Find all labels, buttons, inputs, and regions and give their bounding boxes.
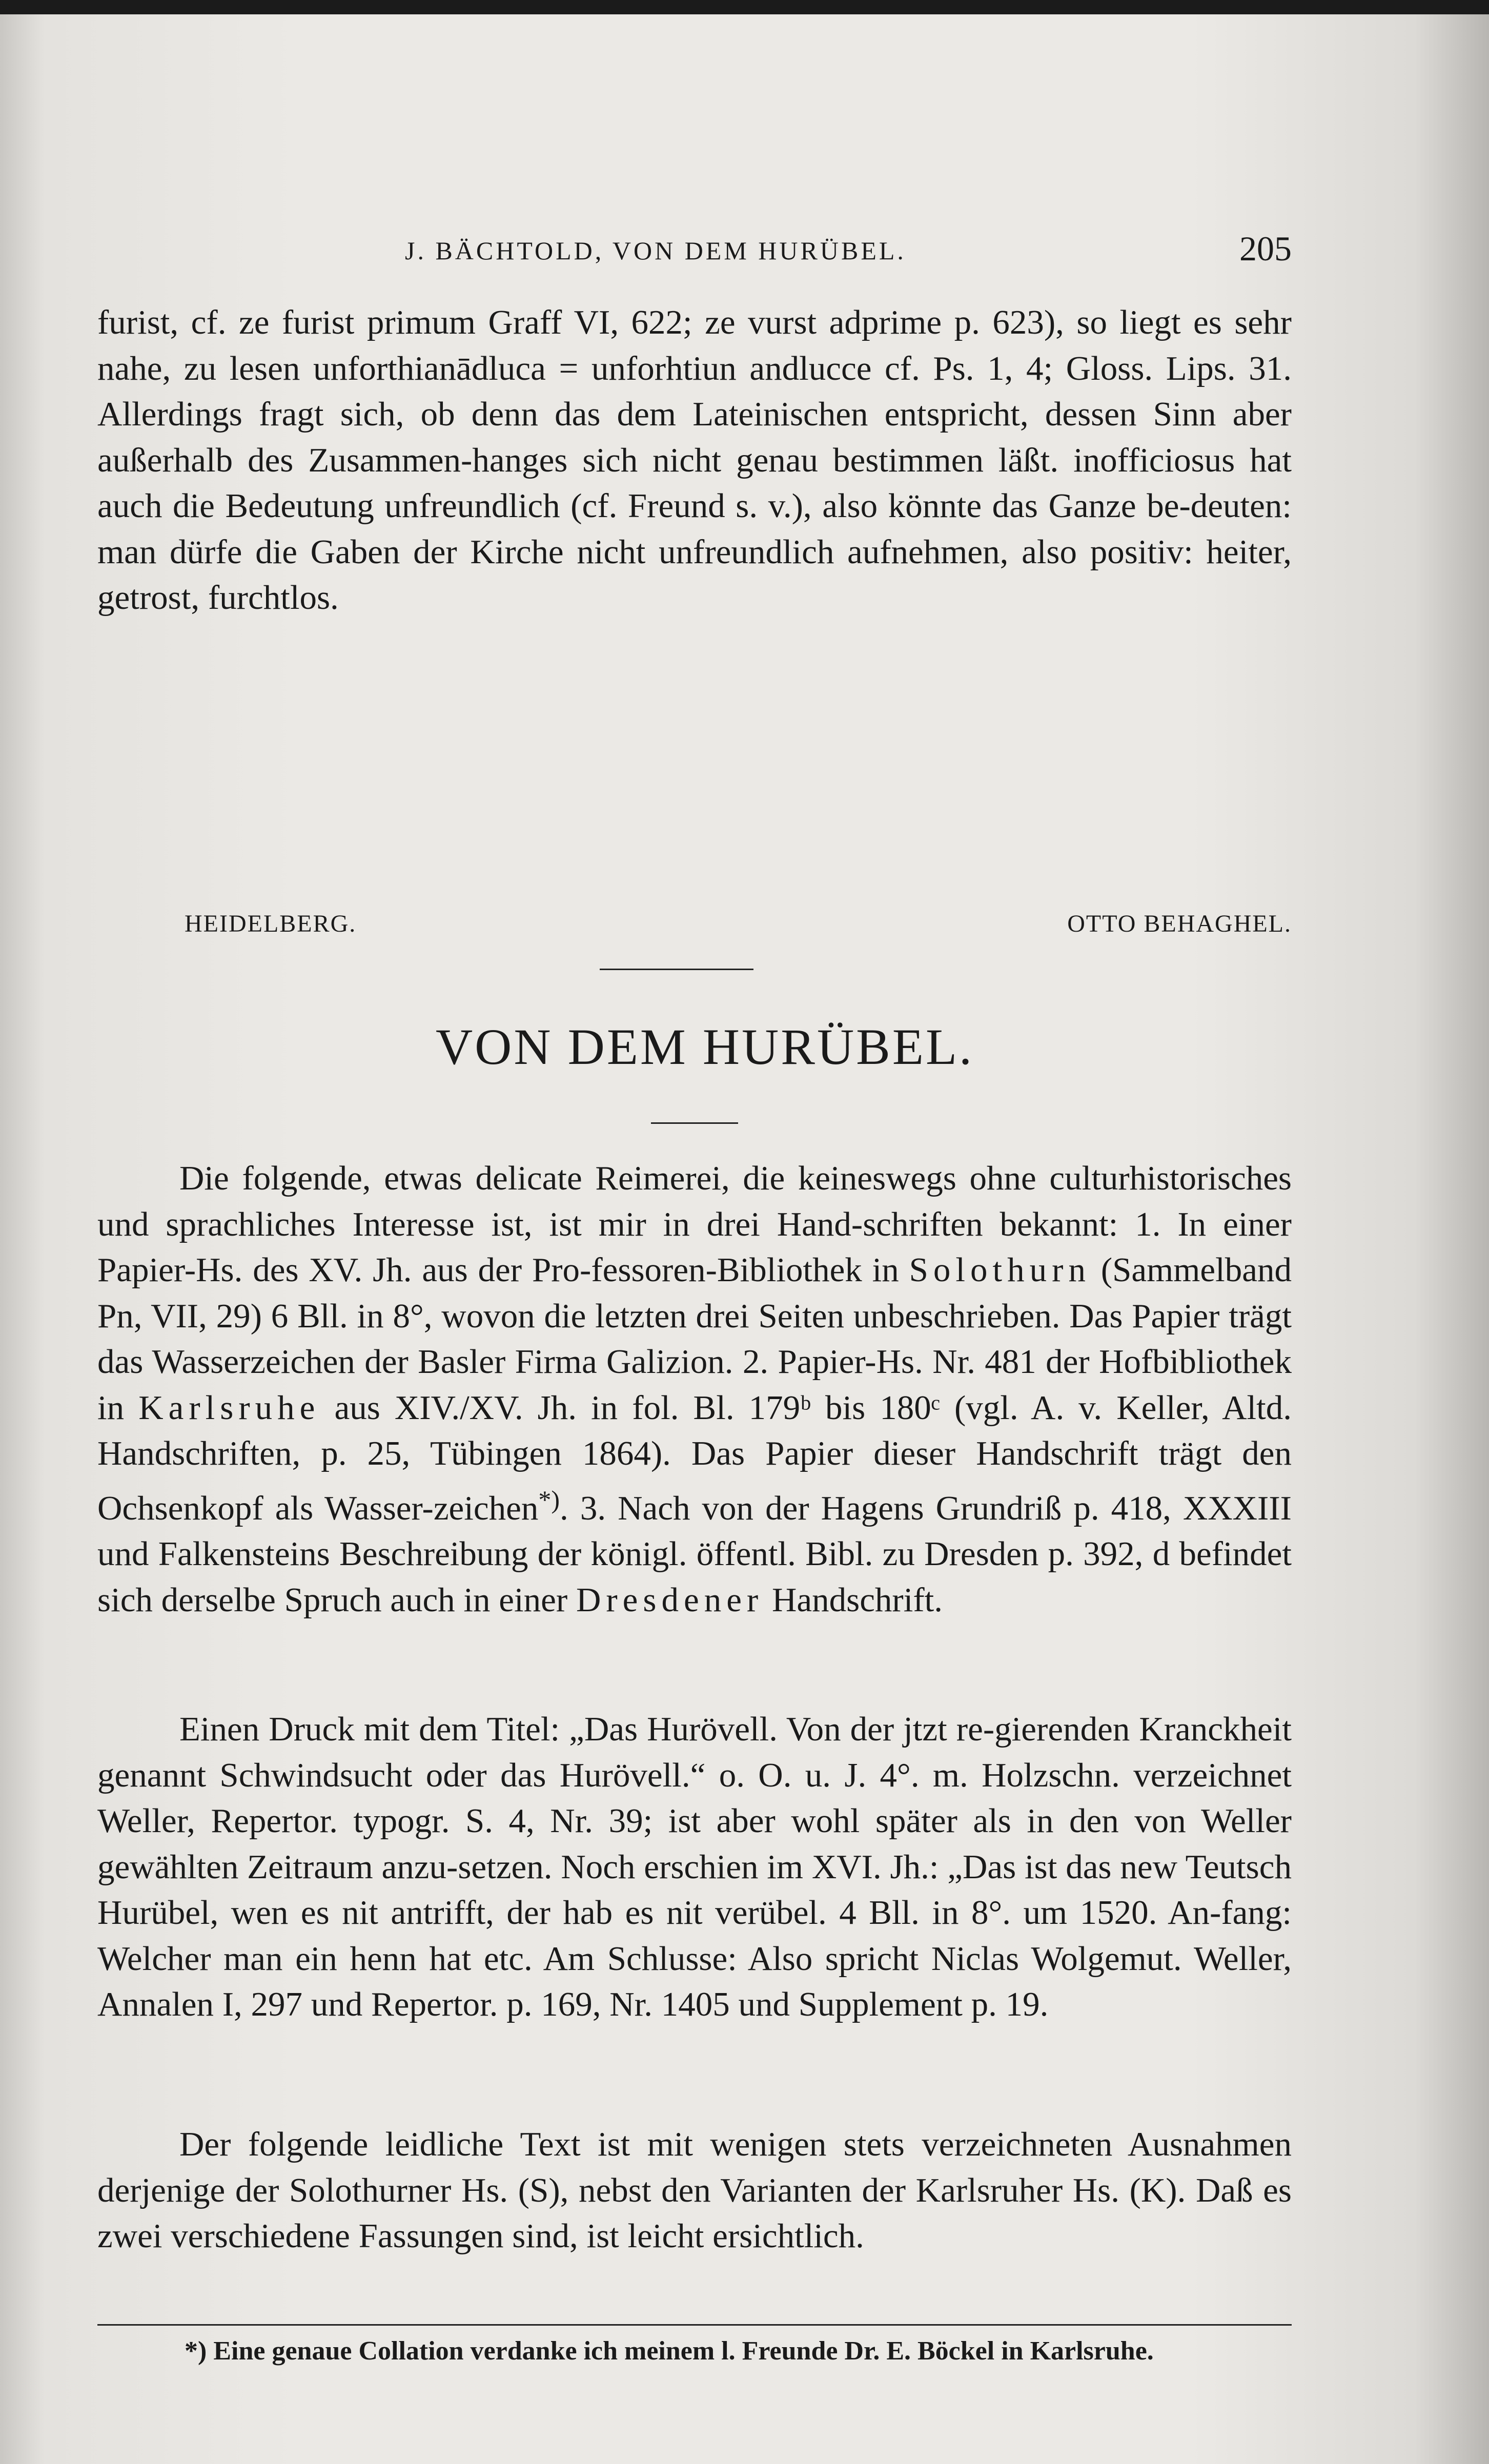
footnote: *) Eine genaue Collation verdanke ich meinem l. Freunde Dr. E. Böckel in Karlsruhe.: [185, 2336, 1154, 2366]
section-title: VON DEM HURÜBEL.: [435, 1018, 974, 1075]
footnote-rule: [97, 2324, 1292, 2326]
signature-place: HEIDELBERG.: [185, 910, 357, 937]
text-run: . 3. Nach von der Hagens Grundriß p. 418, XXXIII und Falkensteins Beschreibung der königl. öffentl. Bibl. zu Dresden p. 392, d befindet sich derselbe Spruch auch in einer: [97, 1489, 1292, 1619]
footnote-marker: *): [538, 1485, 560, 1514]
text-run: Die folgende, etwas delicate Reimerei, die keineswegs ohne culturhistorisches und sprachliches Interesse ist, ist mir in drei Hand-schriften bekannt: 1. In einer Papier-Hs. des XV. Jh. aus der Pro-fessoren-Bibliothek in: [97, 1159, 1292, 1289]
text-run: (Sammelband Pn, VII, 29) 6 Bll. in 8°, wovon die letzten drei Seiten unbeschrieben. Das Papier trägt das Wasserzeichen der Basler Firma Galizion. 2. Papier-Hs. Nr. 481 der Hofbibliothek in: [97, 1251, 1292, 1427]
scan-edge: [0, 0, 1489, 14]
running-title: J. BÄCHTOLD, VON DEM HURÜBEL.: [405, 236, 906, 265]
city-dresden: Dresdener: [576, 1580, 764, 1619]
paragraph-prints: Einen Druck mit dem Titel: „Das Hurövell. Von der jtzt re-gierenden Kranckheit genannt Schwindsucht oder das Hurövell.“ o. O. u. J. 4°. m. Holzschn. verzeichnet Weller, Repertor. typogr. S. 4, Nr. 39; ist aber wohl später als in den von Weller gewählten Zeitraum anzu-setzen. Noch erschien im XVI. Jh.: „Das ist das new Teutsch Hurübel, wen es nit antrifft, der hab es nit verübel. 4 Bll. in 8°. um 1520. An-fang: Welcher man ein henn hat etc. Am Schlusse: Also spricht Niclas Wolgemut. Weller, Annalen I, 297 und Repertor. p. 169, Nr. 1405 und Supplement p. 19.: [97, 1710, 1292, 2023]
running-head: [97, 225, 1292, 272]
city-karlsruhe: Karlsruhe: [138, 1388, 320, 1427]
text-run: Handschrift.: [763, 1580, 943, 1619]
paragraph-continuation: furist, cf. ze furist primum Graff VI, 622; ze vurst adprime p. 623), so liegt es sehr nahe, zu lesen unforthianādluca = unforhtiun andlucce cf. Ps. 1, 4; Gloss. Lips. 31. Allerdings fragt sich, ob denn das dem Lateinischen entspricht, dessen Sinn aber außerhalb des Zusammen-hanges sich nicht genau bestimmen läßt. inofficiosus hat auch die Bedeutung unfreundlich (cf. Freund s. v.), also könnte das Ganze be-deuten: man dürfe die Gaben der Kirche nicht unfreundlich aufnehmen, also positiv: heiter, getrost, furchtlos.: [97, 303, 1292, 617]
signature-author: OTTO BEHAGHEL.: [1067, 910, 1292, 937]
page-number: 205: [1239, 229, 1292, 268]
paragraph-manuscripts: [97, 1156, 1292, 1623]
title-underline: [651, 1122, 738, 1124]
paragraph-text-note: Der folgende leidliche Text ist mit wenigen stets verzeichneten Ausnahmen derjenige der Solothurner Hs. (S), nebst den Varianten der Karlsruher Hs. (K). Daß es zwei verschiedene Fassungen sind, ist leicht ersichtlich.: [97, 2125, 1292, 2255]
city-solothurn: Solothurn: [909, 1251, 1091, 1289]
text-run: aus XIV./XV. Jh. in fol. Bl. 179ᵇ bis 180ᶜ (vgl. A. v. Keller, Altd. Handschriften, p. 25, Tübingen 1864). Das Papier dieser Handschrift trägt den Ochsenkopf als Wasser-zeichen: [97, 1388, 1292, 1527]
separator-rule: [600, 969, 753, 970]
